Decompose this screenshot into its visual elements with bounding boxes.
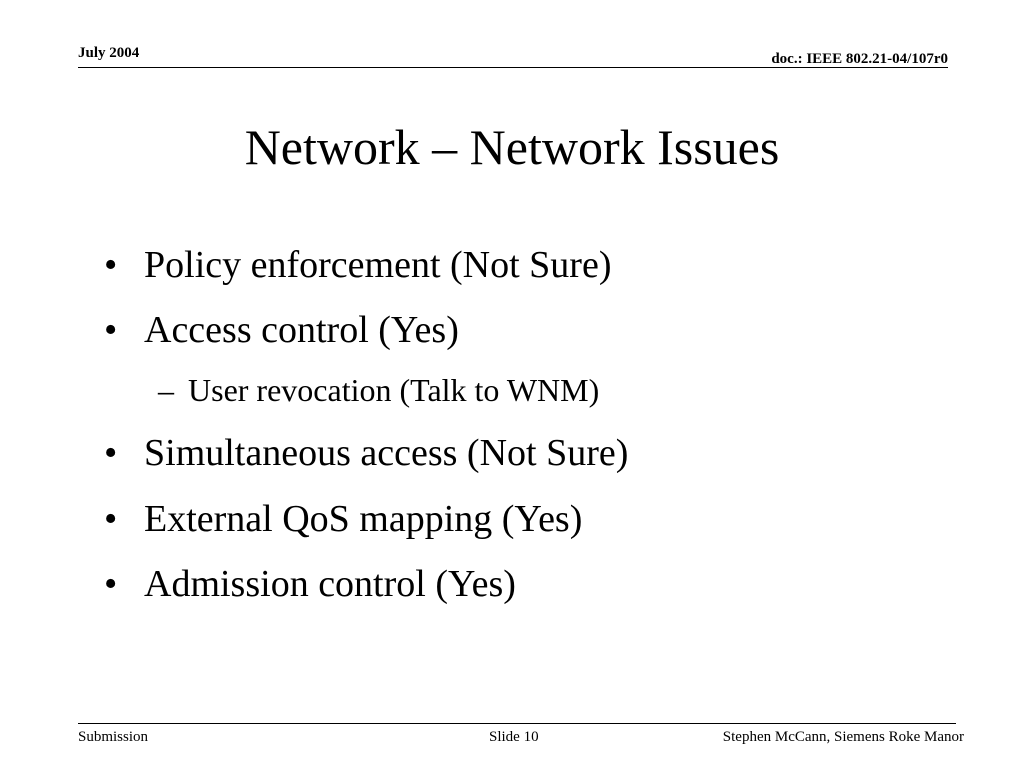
sub-bullet-marker: – bbox=[158, 372, 174, 408]
bullet-text: Access control (Yes) bbox=[144, 309, 459, 351]
bullet-marker: • bbox=[104, 498, 118, 540]
bullet-item bbox=[104, 562, 516, 606]
bullet-item bbox=[104, 431, 629, 475]
header-divider bbox=[78, 67, 948, 68]
bullet-item bbox=[104, 308, 459, 352]
bullet-marker: • bbox=[104, 244, 118, 286]
bullet-item bbox=[104, 497, 583, 541]
bullet-text: External QoS mapping (Yes) bbox=[144, 498, 583, 540]
sub-bullet-item bbox=[158, 371, 600, 409]
footer-divider bbox=[78, 723, 956, 724]
footer-author: Stephen McCann, Siemens Roke Manor bbox=[722, 729, 964, 745]
footer-submission: Submission bbox=[78, 729, 149, 745]
bullet-marker: • bbox=[104, 432, 118, 474]
bullet-text: Simultaneous access (Not Sure) bbox=[144, 432, 629, 474]
bullet-text: Policy enforcement (Not Sure) bbox=[144, 244, 612, 286]
bullet-marker: • bbox=[104, 309, 118, 351]
bullet-item bbox=[104, 243, 612, 287]
footer-slide-number: Slide 10 bbox=[489, 729, 539, 745]
header-date: July 2004 bbox=[78, 45, 140, 61]
header-doc-id: doc.: IEEE 802.21-04/107r0 bbox=[771, 51, 948, 67]
slide-title: Network – Network Issues bbox=[244, 119, 780, 175]
bullet-marker: • bbox=[104, 563, 118, 605]
sub-bullet-text: User revocation (Talk to WNM) bbox=[188, 372, 600, 408]
bullet-text: Admission control (Yes) bbox=[144, 563, 516, 605]
